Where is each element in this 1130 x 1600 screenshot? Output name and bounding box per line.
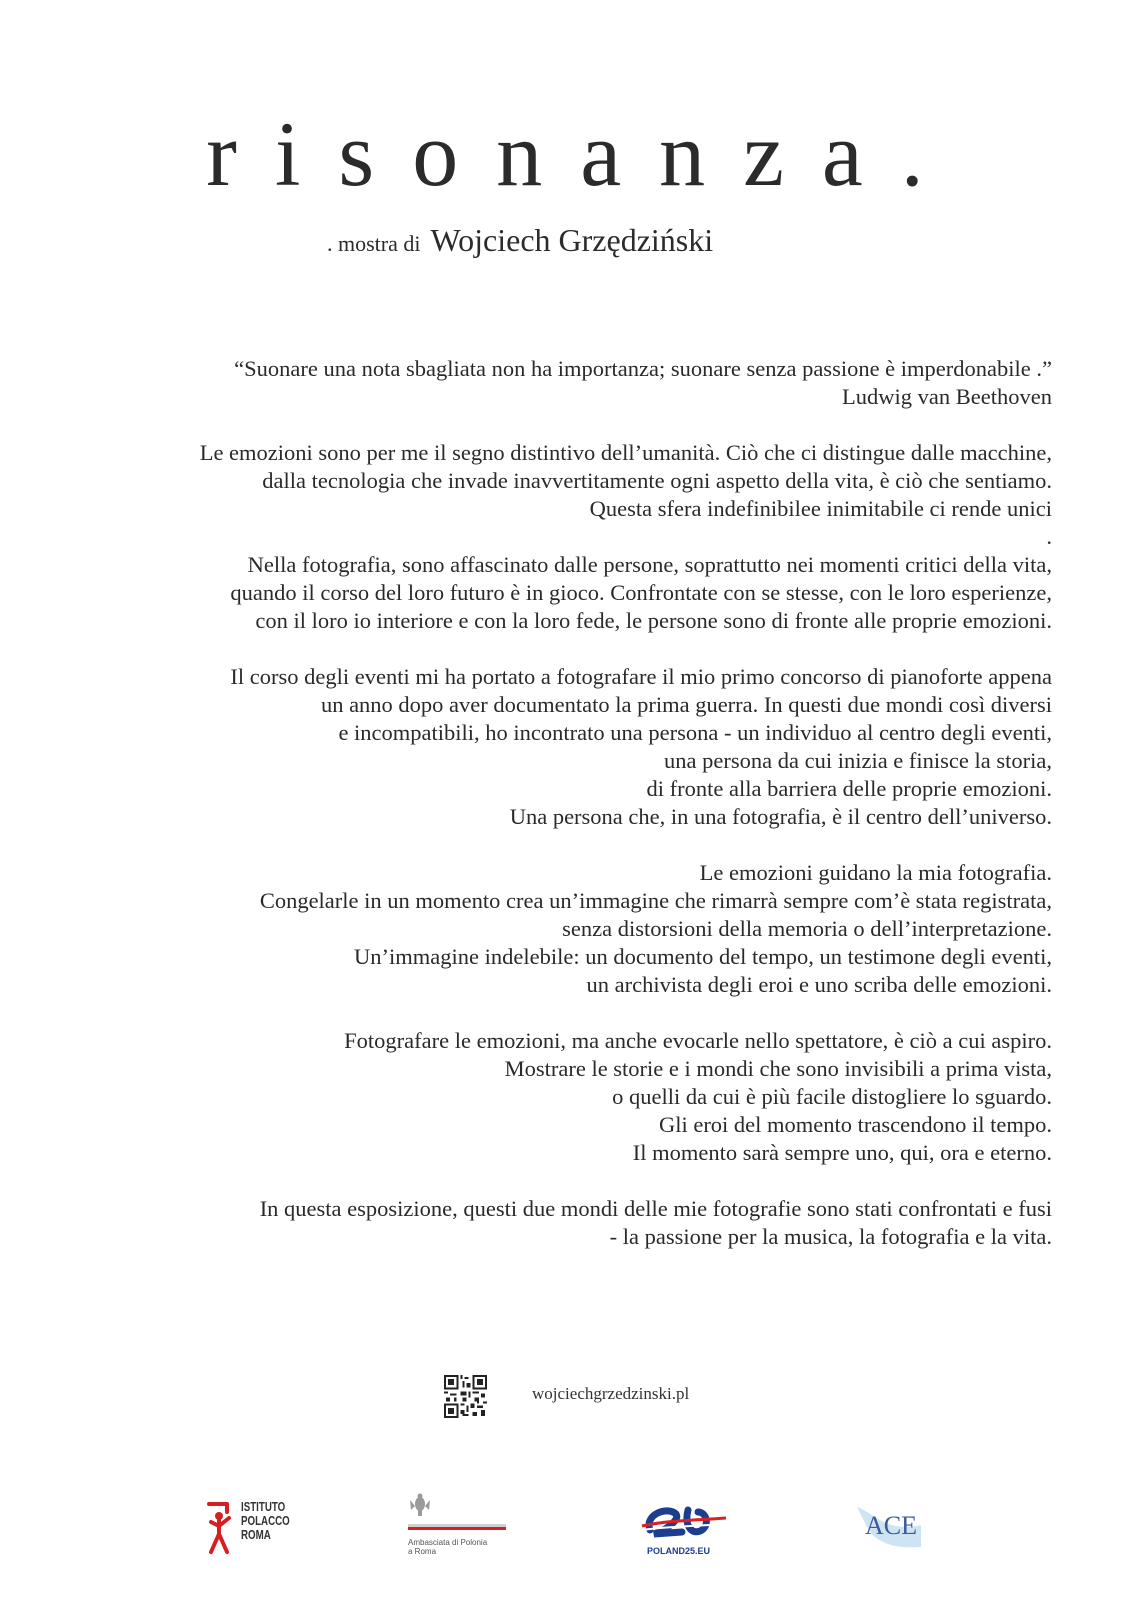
subtitle-prefix: . mostra di — [327, 231, 421, 256]
ambasciata-line-2: a Roma — [408, 1547, 437, 1556]
body-line: Un’immagine indelebile: un documento del tempo, un testimone degli eventi, — [354, 944, 1052, 969]
body-line: Il corso degli eventi mi ha portato a fotografare il mio primo concorso di pianoforte appena — [230, 664, 1052, 689]
paragraph-gap — [60, 999, 1052, 1027]
body-line: . — [1046, 524, 1052, 549]
body-text — [60, 355, 1052, 1251]
eagle-emblem-icon — [408, 1490, 518, 1536]
body-line: Nella fotografia, sono affascinato dalle persone, soprattutto nei momenti critici della vita, — [247, 552, 1052, 577]
body-line: Le emozioni guidano la mia fotografia. — [699, 860, 1052, 885]
body-line: Le emozioni sono per me il segno distintivo dell’umanità. Ciò che ci distingue dalle macchine, — [199, 440, 1052, 465]
ace-label: ACE — [865, 1511, 917, 1540]
body-line: o quelli da cui è più facile distogliere lo sguardo. — [612, 1084, 1052, 1109]
body-line: Questa sfera indefinibilee inimitabile ci rende unici — [589, 496, 1052, 521]
paragraph-gap — [60, 831, 1052, 859]
poland25-mark-icon — [640, 1500, 730, 1544]
body-line: Una persona che, in una fotografia, è il centro dell’universo. — [509, 804, 1052, 829]
body-line: un archivista degli eroi e uno scriba delle emozioni. — [586, 972, 1052, 997]
body-line: Gli eroi del momento trascendono il tempo. — [658, 1112, 1052, 1137]
body-line: dalla tecnologia che invade inavvertitamente ogni aspetto della vita, è ciò che sentiamo. — [262, 468, 1052, 493]
poland25-logo — [640, 1500, 730, 1560]
body-line: “Suonare una nota sbagliata non ha importanza; suonare senza passione è imperdonabile .” — [234, 356, 1052, 381]
body-line: di fronte alla barriera delle proprie emozioni. — [646, 776, 1052, 801]
poland25-label: POLAND25.EU — [647, 1546, 711, 1556]
ambasciata-line-1: Ambasciata di Polonia — [408, 1538, 488, 1547]
qr-code-icon[interactable] — [444, 1375, 487, 1418]
subtitle — [327, 222, 713, 259]
body-line: Il momento sarà sempre uno, qui, ora e eterno. — [632, 1140, 1052, 1165]
body-line: quando il corso del loro futuro è in gioco. Confrontate con se stesse, con le loro esperienze, — [230, 580, 1052, 605]
body-line: con il loro io interiore e con la loro fede, le persone sono di fronte alle proprie emozioni. — [255, 608, 1052, 633]
istituto-figure-icon — [205, 1500, 239, 1556]
paragraph-gap — [60, 635, 1052, 663]
istituto-polacco-logo — [205, 1500, 305, 1560]
body-line: senza distorsioni della memoria o dell’interpretazione. — [562, 916, 1052, 941]
istituto-line-3: ROMA — [241, 1527, 271, 1542]
body-line: un anno dopo aver documentato la prima guerra. In questi due mondi così diversi — [320, 692, 1052, 717]
body-line: - la passione per la musica, la fotografia e la vita. — [609, 1224, 1052, 1249]
body-line: Mostrare le storie e i mondi che sono invisibili a prima vista, — [504, 1056, 1052, 1081]
paragraph-gap — [60, 411, 1052, 439]
body-line: Congelarle in un momento crea un’immagine che rimarrà sempre com’è stata registrata, — [259, 888, 1052, 913]
website-link[interactable]: wojciechgrzedzinski.pl — [532, 1384, 690, 1403]
body-line: Ludwig van Beethoven — [842, 384, 1052, 409]
exhibition-title: risonanza. — [206, 103, 962, 205]
ace-logo — [855, 1503, 925, 1553]
istituto-line-1: ISTITUTO — [241, 1499, 286, 1514]
ambasciata-logo — [408, 1490, 518, 1560]
body-line: In questa esposizione, questi due mondi delle mie fotografie sono stati confrontati e fusi — [259, 1196, 1052, 1221]
paragraph-gap — [60, 1167, 1052, 1195]
istituto-line-2: POLACCO — [241, 1513, 290, 1528]
body-line: Fotografare le emozioni, ma anche evocarle nello spettatore, è ciò a cui aspiro. — [344, 1028, 1052, 1053]
body-line: e incompatibili, ho incontrato una persona - un individuo al centro degli eventi, — [338, 720, 1052, 745]
author-name: Wojciech Grzędziński — [430, 222, 714, 258]
body-line: una persona da cui inizia e finisce la storia, — [664, 748, 1052, 773]
